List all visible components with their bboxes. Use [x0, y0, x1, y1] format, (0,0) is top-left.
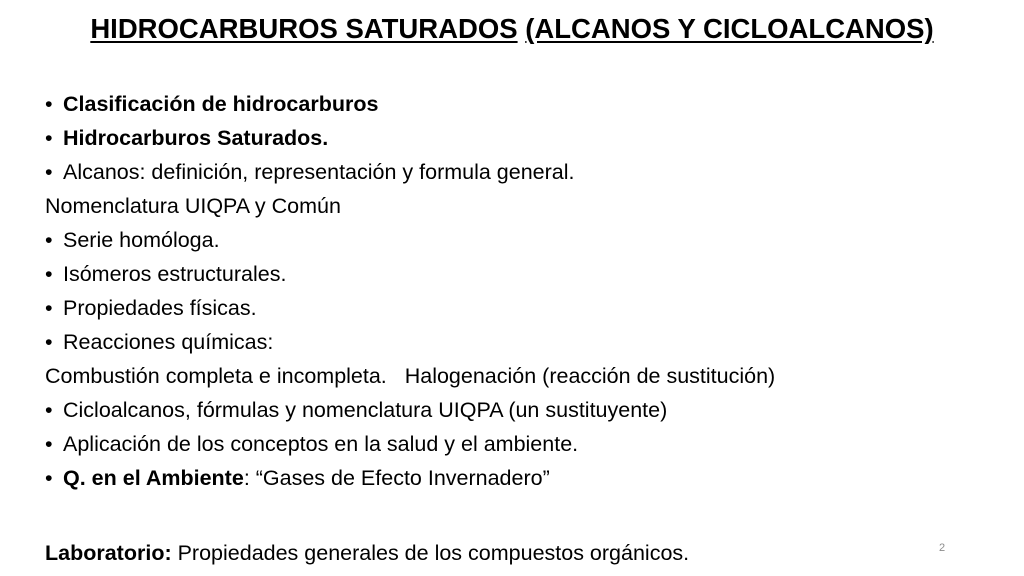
item-bold: Q. en el Ambiente: [63, 466, 244, 490]
list-item: [45, 461, 1005, 495]
laboratory-line: [45, 536, 1005, 570]
bullet-icon: •: [45, 92, 53, 116]
topic-list: [45, 87, 1005, 570]
item-text: Serie homóloga.: [63, 228, 220, 252]
list-item: [45, 427, 1005, 461]
lab-text: Propiedades generales de los compuestos orgánicos.: [171, 541, 690, 565]
item-text: Cicloalcanos, fórmulas y nomenclatura UIQPA (un sustituyente): [63, 398, 668, 422]
title-subtitle: (ALCANOS Y CICLOALCANOS): [525, 13, 934, 44]
bullet-icon: •: [45, 126, 53, 150]
item-text: Combustión completa e incompleta. Halogenación (reacción de sustitución): [45, 364, 776, 388]
item-text: Reacciones químicas:: [63, 330, 274, 354]
list-item: [45, 155, 1005, 189]
list-item: [45, 121, 1005, 155]
list-item: [45, 291, 1005, 325]
list-item: [45, 325, 1005, 359]
bullet-icon: •: [45, 432, 53, 456]
list-item: [45, 87, 1005, 121]
bullet-icon: •: [45, 466, 53, 490]
item-text: : “Gases de Efecto Invernadero”: [243, 466, 550, 490]
page-number: 2: [939, 542, 946, 554]
item-text: Nomenclatura UIQPA y Común: [45, 194, 341, 218]
slide-title: [0, 12, 1024, 46]
item-text: Isómeros estructurales.: [63, 262, 287, 286]
bullet-icon: •: [45, 228, 53, 252]
list-item: [45, 393, 1005, 427]
bullet-icon: •: [45, 330, 53, 354]
bullet-icon: •: [45, 296, 53, 320]
bullet-icon: •: [45, 262, 53, 286]
item-bold: Clasificación de hidrocarburos: [63, 92, 379, 116]
list-item-continuation: [45, 359, 1005, 393]
list-item: [45, 223, 1005, 257]
lab-label: Laboratorio:: [45, 541, 172, 565]
bullet-icon: •: [45, 160, 53, 184]
title-main: HIDROCARBUROS SATURADOS: [90, 13, 518, 44]
list-item: [45, 257, 1005, 291]
item-text: Aplicación de los conceptos en la salud y el ambiente.: [63, 432, 579, 456]
item-text: Alcanos: definición, representación y formula general.: [63, 160, 575, 184]
bullet-icon: •: [45, 398, 53, 422]
item-bold: Hidrocarburos Saturados.: [63, 126, 329, 150]
list-item-continuation: [45, 189, 1005, 223]
item-text: Propiedades físicas.: [63, 296, 257, 320]
blank-line: [45, 495, 1005, 529]
